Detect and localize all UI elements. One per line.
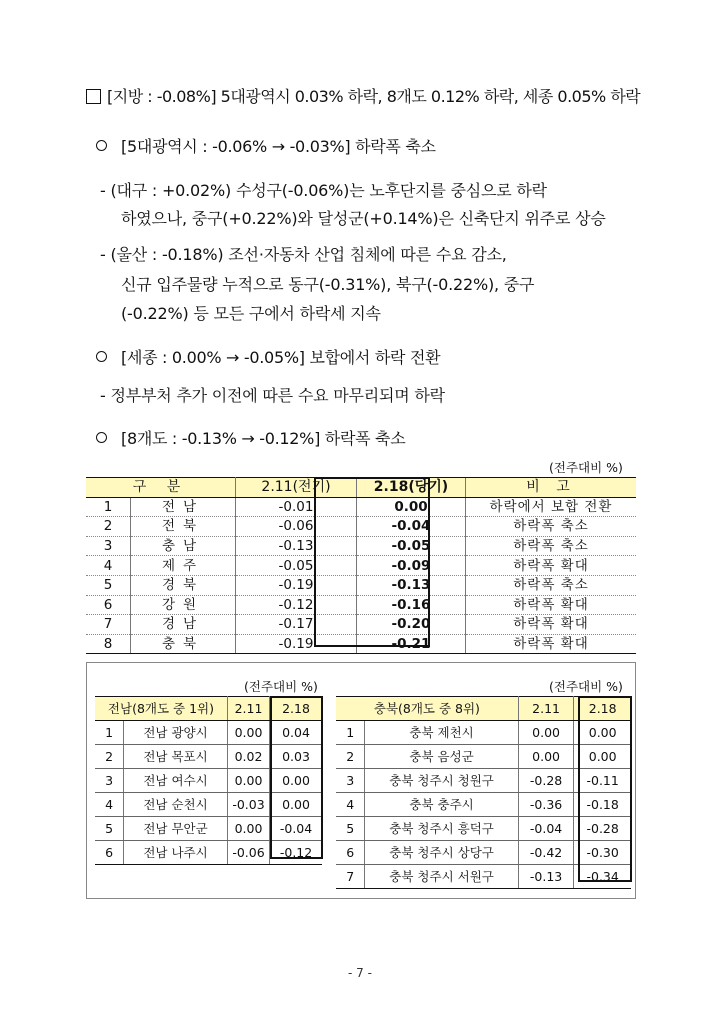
row-number: 4 xyxy=(336,793,365,817)
row-cur-value: -0.13 xyxy=(357,575,466,595)
row-prev-value: -0.01 xyxy=(236,497,357,517)
row-cur-value: -0.28 xyxy=(574,817,631,841)
table-row xyxy=(86,556,636,576)
row-cur-value: -0.21 xyxy=(357,634,466,654)
sejong-line: - 정부부처 추가 이전에 따른 수요 마무리되며 하락 xyxy=(100,386,445,405)
jeonnam-col-cur: 2.18 xyxy=(270,697,322,721)
jeonnam-table xyxy=(95,696,322,865)
row-number: 8 xyxy=(86,634,131,654)
header-remark: 비 고 xyxy=(466,478,637,498)
row-region: 경북 xyxy=(131,575,236,595)
table-row xyxy=(86,517,636,537)
row-name: 충북 충주시 xyxy=(365,793,518,817)
ulsan-line-2: 신규 입주물량 누적으로 동구(-0.31%), 북구(-0.22%), 중구 xyxy=(121,275,535,294)
row-region: 경남 xyxy=(131,615,236,635)
row-name: 전남 무안군 xyxy=(124,817,228,841)
row-number: 3 xyxy=(86,536,131,556)
row-name: 충북 음성군 xyxy=(365,745,518,769)
row-number: 6 xyxy=(95,841,124,865)
row-prev-value: -0.19 xyxy=(236,575,357,595)
daegu-line-2: 하였으나, 중구(+0.22%)와 달성군(+0.14%)은 신축단지 위주로 상승 xyxy=(121,209,606,228)
row-cur-value: 0.00 xyxy=(574,745,631,769)
table-row xyxy=(336,745,631,769)
row-cur-value: -0.04 xyxy=(270,817,322,841)
jeonnam-col-prev: 2.11 xyxy=(227,697,269,721)
row-prev-value: -0.17 xyxy=(236,615,357,635)
circle-bullet-icon xyxy=(96,140,107,151)
table-header-row xyxy=(86,478,636,498)
page-number: - 7 - xyxy=(348,966,372,980)
row-prev-value: 0.00 xyxy=(518,745,574,769)
row-prev-value: -0.04 xyxy=(518,817,574,841)
circle-bullet-icon xyxy=(96,351,107,362)
chungbuk-header: 충북(8개도 중 8위) xyxy=(336,697,518,721)
row-remark: 하락폭 확대 xyxy=(466,556,637,576)
row-name: 충북 제천시 xyxy=(365,721,518,745)
header-prev: 2.11(전기) xyxy=(236,478,357,498)
ulsan-line-3: (-0.22%) 등 모든 구에서 하락세 지속 xyxy=(121,304,381,323)
row-region: 충남 xyxy=(131,536,236,556)
row-remark: 하락폭 축소 xyxy=(466,536,637,556)
header-cur: 2.18(당기) xyxy=(357,478,466,498)
provinces-title: [8개도 : -0.13% → -0.12%] 하락폭 축소 xyxy=(96,426,405,449)
row-name: 전남 광양시 xyxy=(124,721,228,745)
row-cur-value: 0.00 xyxy=(270,793,322,817)
row-cur-value: -0.11 xyxy=(574,769,631,793)
row-remark: 하락폭 축소 xyxy=(466,575,637,595)
table-row xyxy=(95,817,322,841)
row-region: 전북 xyxy=(131,517,236,537)
table-row xyxy=(86,536,636,556)
row-number: 1 xyxy=(336,721,365,745)
section-heading xyxy=(86,84,640,107)
row-number: 6 xyxy=(86,595,131,615)
row-name: 전남 순천시 xyxy=(124,793,228,817)
row-region: 전남 xyxy=(131,497,236,517)
row-prev-value: -0.06 xyxy=(227,841,269,865)
chungbuk-col-prev: 2.11 xyxy=(518,697,574,721)
row-cur-value: 0.00 xyxy=(270,769,322,793)
row-number: 2 xyxy=(95,745,124,769)
row-number: 5 xyxy=(336,817,365,841)
circle-bullet-icon xyxy=(96,432,107,443)
table-row xyxy=(95,721,322,745)
table-row xyxy=(86,575,636,595)
jeonnam-header: 전남(8개도 중 1위) xyxy=(95,697,227,721)
table-row xyxy=(336,817,631,841)
row-remark: 하락폭 축소 xyxy=(466,517,637,537)
row-prev-value: 0.02 xyxy=(227,745,269,769)
row-cur-value: 0.04 xyxy=(270,721,322,745)
detail-panel xyxy=(86,662,636,899)
row-prev-value: -0.12 xyxy=(236,595,357,615)
sejong-title: [세종 : 0.00% → -0.05%] 보합에서 하락 전환 xyxy=(96,345,440,368)
row-remark: 하락에서 보합 전환 xyxy=(466,497,637,517)
row-name: 충북 청주시 청원구 xyxy=(365,769,518,793)
row-prev-value: -0.03 xyxy=(227,793,269,817)
table-row xyxy=(86,497,636,517)
row-name: 충북 청주시 흥덕구 xyxy=(365,817,518,841)
row-cur-value: -0.30 xyxy=(574,841,631,865)
row-prev-value: 0.00 xyxy=(227,769,269,793)
row-prev-value: 0.00 xyxy=(227,817,269,841)
row-cur-value: -0.05 xyxy=(357,536,466,556)
row-region: 제주 xyxy=(131,556,236,576)
row-name: 충북 청주시 상당구 xyxy=(365,841,518,865)
row-number: 2 xyxy=(336,745,365,769)
row-number: 2 xyxy=(86,517,131,537)
row-number: 5 xyxy=(86,575,131,595)
row-cur-value: -0.12 xyxy=(270,841,322,865)
chungbuk-unit: (전주대비 %) xyxy=(549,679,623,694)
row-remark: 하락폭 확대 xyxy=(466,615,637,635)
row-prev-value: -0.42 xyxy=(518,841,574,865)
jeonnam-unit: (전주대비 %) xyxy=(244,679,318,694)
table-header-row xyxy=(95,697,322,721)
row-cur-value: 0.03 xyxy=(270,745,322,769)
table-row xyxy=(336,841,631,865)
row-cur-value: -0.09 xyxy=(357,556,466,576)
row-name: 충북 청주시 서원구 xyxy=(365,865,518,889)
table-row xyxy=(86,634,636,654)
row-number: 4 xyxy=(95,793,124,817)
heading-text: [지방 : -0.08%] 5대광역시 0.03% 하락, 8개도 0.12% 하락, 세종 0.05% 하락 xyxy=(107,87,641,106)
row-region: 강원 xyxy=(131,595,236,615)
main-table-unit: (전주대비 %) xyxy=(549,460,623,475)
table-row xyxy=(86,595,636,615)
row-number: 4 xyxy=(86,556,131,576)
row-number: 6 xyxy=(336,841,365,865)
row-cur-value: 0.00 xyxy=(574,721,631,745)
table-row xyxy=(95,841,322,865)
table-row xyxy=(95,793,322,817)
row-name: 전남 나주시 xyxy=(124,841,228,865)
row-prev-value: -0.13 xyxy=(236,536,357,556)
province-table xyxy=(86,477,636,654)
row-prev-value: 0.00 xyxy=(227,721,269,745)
row-region: 충북 xyxy=(131,634,236,654)
row-cur-value: -0.20 xyxy=(357,615,466,635)
row-prev-value: -0.19 xyxy=(236,634,357,654)
metro-title: [5대광역시 : -0.06% → -0.03%] 하락폭 축소 xyxy=(96,134,436,157)
row-cur-value: -0.04 xyxy=(357,517,466,537)
row-number: 1 xyxy=(95,721,124,745)
row-number: 7 xyxy=(86,615,131,635)
table-row xyxy=(336,769,631,793)
table-row xyxy=(86,615,636,635)
row-cur-value: -0.18 xyxy=(574,793,631,817)
row-prev-value: -0.36 xyxy=(518,793,574,817)
table-header-row xyxy=(336,697,631,721)
header-category: 구 분 xyxy=(86,478,236,498)
chungbuk-table xyxy=(336,696,631,889)
table-row xyxy=(95,745,322,769)
row-prev-value: 0.00 xyxy=(518,721,574,745)
row-name: 전남 목포시 xyxy=(124,745,228,769)
row-prev-value: -0.05 xyxy=(236,556,357,576)
row-remark: 하락폭 확대 xyxy=(466,595,637,615)
row-cur-value: -0.16 xyxy=(357,595,466,615)
chungbuk-col-cur: 2.18 xyxy=(574,697,631,721)
checkbox-square-icon xyxy=(86,89,101,104)
row-number: 3 xyxy=(95,769,124,793)
table-row xyxy=(95,769,322,793)
row-remark: 하락폭 확대 xyxy=(466,634,637,654)
row-number: 5 xyxy=(95,817,124,841)
row-name: 전남 여수시 xyxy=(124,769,228,793)
ulsan-line-1: - (울산 : -0.18%) 조선·자동차 산업 침체에 따른 수요 감소, xyxy=(100,245,507,264)
row-cur-value: 0.00 xyxy=(357,497,466,517)
table-row xyxy=(336,865,631,889)
table-row xyxy=(336,793,631,817)
daegu-line-1: - (대구 : +0.02%) 수성구(-0.06%)는 노후단지를 중심으로 하락 xyxy=(100,181,547,200)
row-cur-value: -0.34 xyxy=(574,865,631,889)
row-number: 3 xyxy=(336,769,365,793)
table-row xyxy=(336,721,631,745)
row-prev-value: -0.28 xyxy=(518,769,574,793)
row-prev-value: -0.13 xyxy=(518,865,574,889)
row-number: 7 xyxy=(336,865,365,889)
row-number: 1 xyxy=(86,497,131,517)
row-prev-value: -0.06 xyxy=(236,517,357,537)
